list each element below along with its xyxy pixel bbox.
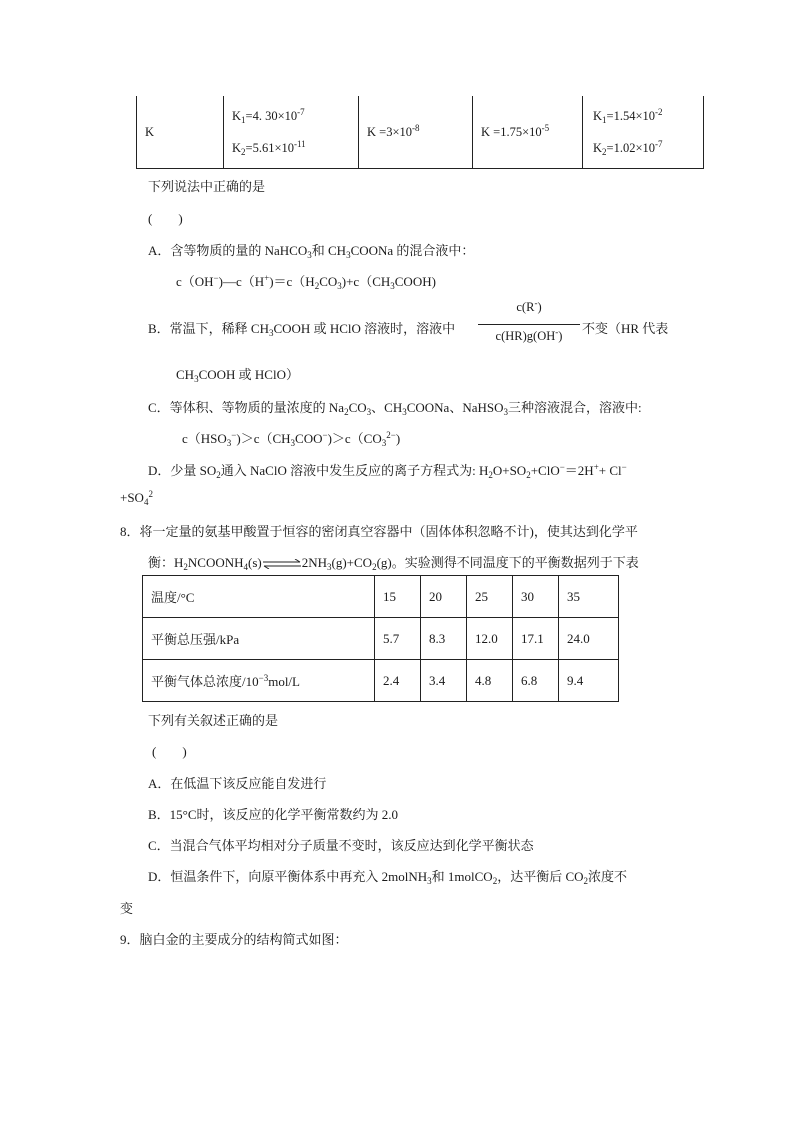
k-value: $K_2=1.02\times 10^{-7}$ [593,139,663,157]
table-cell: 30 [513,576,559,618]
table-cell: 8.3 [421,618,467,660]
q7-answer-blank[interactable]: ( ) [148,211,183,226]
fraction-numerator: c(R-) [516,298,542,314]
q8-prompt: 下列有关叙述正确的是 [148,713,279,728]
k-value: $K_1=4$. $30\times 10^{-7}$ [232,107,305,125]
q7-option-a[interactable]: A．含等物质的量的 NaHCO$_3$和 $CH_3COONa$ 的混合液中： [148,243,475,260]
q9-stem: 9．脑白金的主要成分的结构简式如图： [120,932,348,947]
q7-option-d[interactable]: D．少量 $SO_2$通入 NaClO 溶液中发生反应的离子方程式为: $H_2O+SO_2+ClO^-=2H^++ Cl^-$ [148,462,627,480]
k-cell-4 [583,96,704,169]
k-row-header: K [137,96,224,169]
table-cell: 3.4 [421,660,467,702]
k-cell-2: $K =3\times 10^{-8}$ [359,96,473,169]
q7-option-a-equation: $c(OH^-)—c(H^+)=c(H_2CO_3)+c(CH_3COOH)$ [176,273,436,291]
q8-option-d[interactable]: D．恒温条件下，向原平衡体系中再充入 2molNH$_3$和 1molCO$_2$，达平衡后 $CO_2$浓度不 [148,869,628,886]
table-cell: 2.4 [375,660,421,702]
k-value: $K_1=1.54\times 10^{-2}$ [593,107,663,125]
table-cell: 4.8 [467,660,513,702]
q8-option-d-tail: 变 [120,901,134,916]
equilibrium-data-table [142,575,619,702]
row-label: 温度/°C [143,576,375,618]
q7-option-b-fraction [478,300,580,352]
dissociation-constant-table [136,96,704,169]
q8-option-a[interactable]: A．在低温下该反应能自发进行 [148,776,327,791]
equilibrium-arrow-icon [262,559,302,569]
k-value: $K_2=5.61\times 10^{-11}$ [232,139,306,157]
q7-option-c-equation: $c(HSO_3^-)>c(CH_3COO^-)>c(CO_3^{2-})$ [182,430,401,448]
table-row [143,576,619,618]
q8-option-b[interactable]: B．15°C时，该反应的化学平衡常数约为 2.0 [148,807,399,822]
table-row [137,96,704,169]
table-row [143,660,619,702]
q8-option-c[interactable]: C．当混合气体平均相对分子质量不变时，该反应达到化学平衡状态 [148,838,534,853]
table-cell: 5.7 [375,618,421,660]
table-cell: 9.4 [559,660,619,702]
table-row [143,618,619,660]
table-cell: 12.0 [467,618,513,660]
table-cell: 6.8 [513,660,559,702]
k-cell-3: $K =1.75\times 10^{-5}$ [473,96,583,169]
q8-stem-line1: 8．将一定量的氨基甲酸置于恒容的密闭真空容器中（固体体积忽略不计)，使其达到化学平 [120,524,638,539]
table-cell: 15 [375,576,421,618]
q8-answer-blank[interactable]: ( ) [152,744,187,759]
table-cell: 17.1 [513,618,559,660]
q7-option-c[interactable]: C．等体积、等物质的量浓度的 $Na_2CO_3$、$CH_3COONa$、NaHSO$_3$三种溶液混合，溶液中: [148,400,642,417]
row-label: 平衡气体总浓度$/10^{-3}mol/L$ [143,660,375,702]
table-cell: 35 [559,576,619,618]
fraction-denominator: c(HR)g(OH-) [495,327,563,343]
q7-option-b[interactable]: B．常温下，稀释 $CH_3COOH$ 或 HClO 溶液时，溶液中 [148,321,456,338]
table-cell: 24.0 [559,618,619,660]
k-cell-1 [224,96,359,169]
row-label: 平衡总压强/kPa [143,618,375,660]
q8-stem-line2: 衡：$H_2NCOONH_4(s)$ $2NH_3(g)+CO_2(g)$。实验测得不同温度下的平衡数据列于下表 [148,555,639,572]
table-cell: 20 [421,576,467,618]
q7-option-b-tail2: $CH_3COOH$ 或 HClO） [176,367,299,384]
fraction-bar [478,324,580,325]
q7-option-d-tail: $+SO_4^2$ [120,489,153,507]
q7-option-b-tail: 不变（HR 代表 [582,321,669,336]
q7-prompt: 下列说法中正确的是 [148,179,266,194]
table-cell: 25 [467,576,513,618]
